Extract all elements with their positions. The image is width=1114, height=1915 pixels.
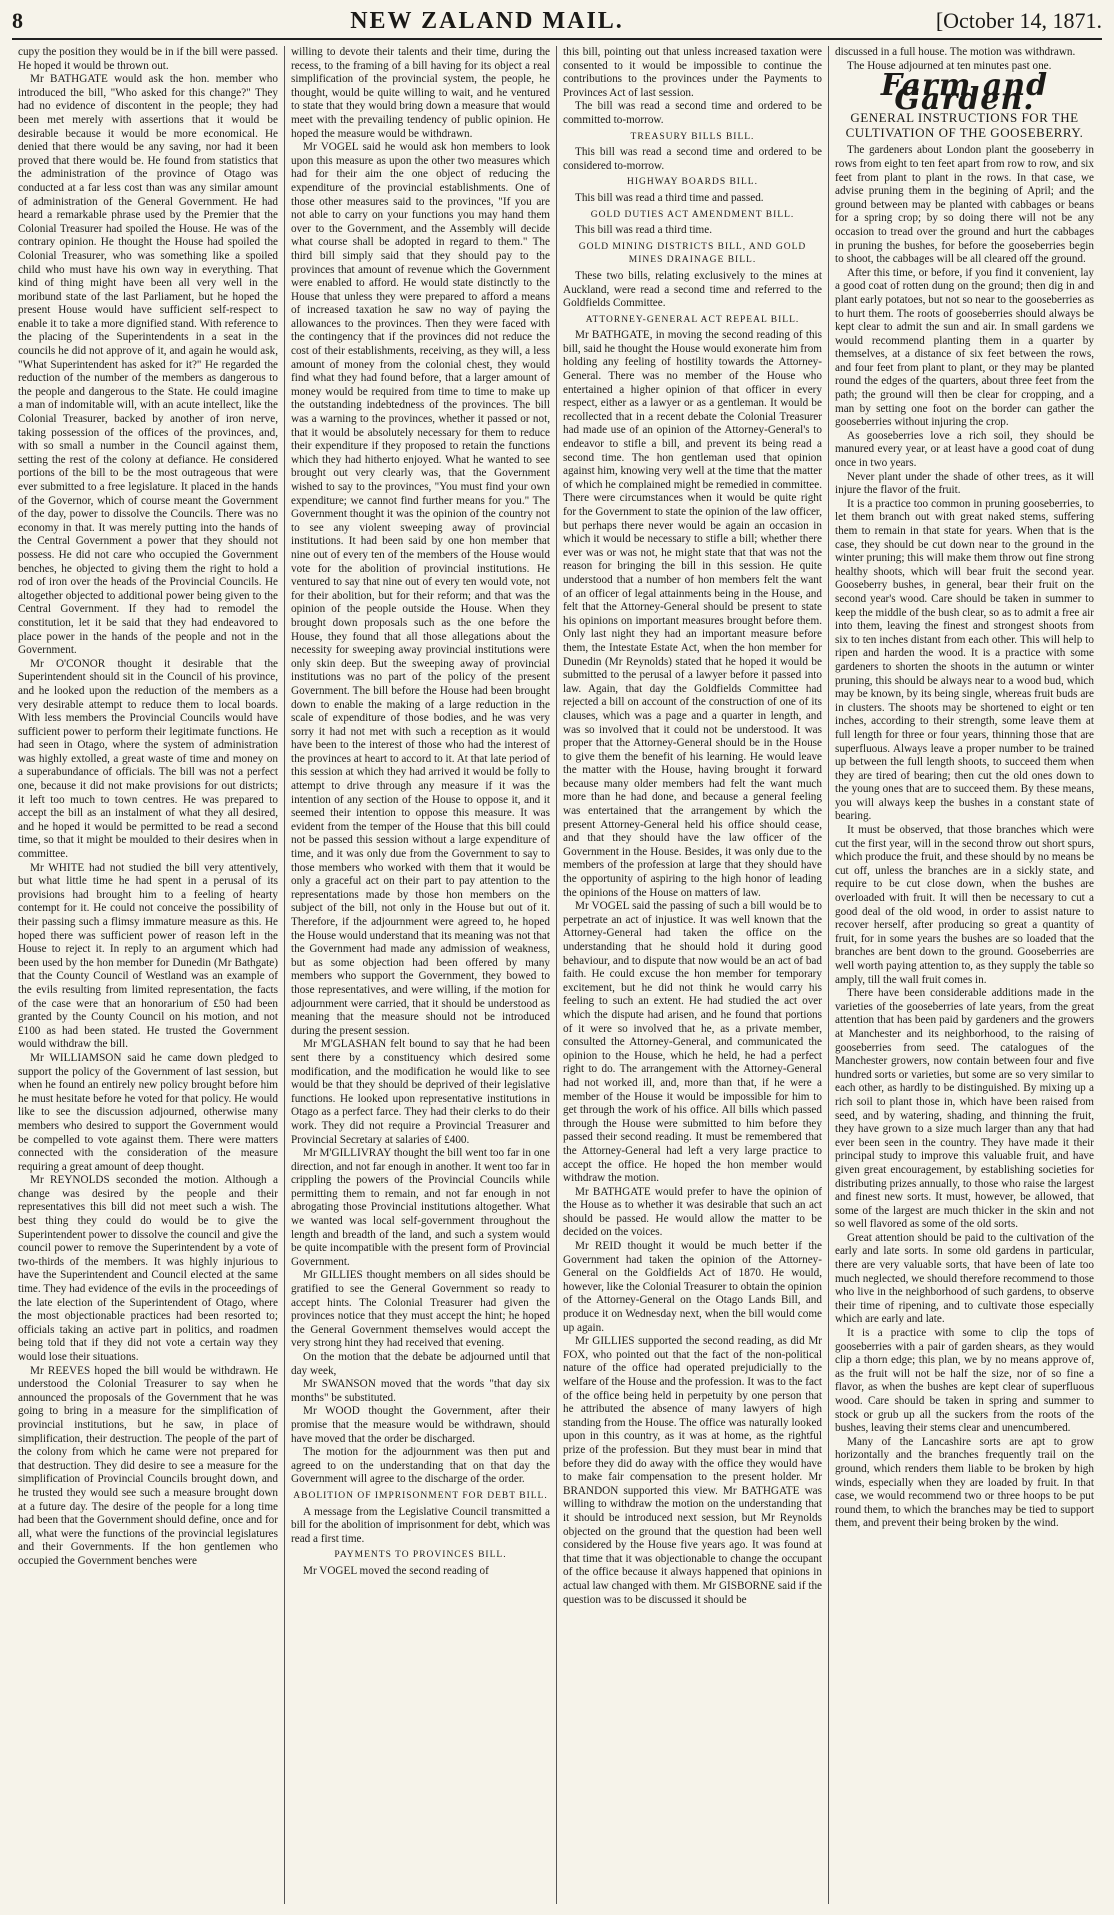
paragraph: Great attention should be paid to the cultivation of the early and late sorts. In some old gardens in particular, there are very valuable sorts, that have been of late too much neglected, we should therefore recommend to those who live in the neighborhood of such gardens, to observe their time of ripening, and to cultivate those especially which are early and late. bbox=[835, 1231, 1094, 1326]
paragraph: Mr WILLIAMSON said he came down pledged to support the policy of the Government of last session, but when he found an entirely new policy brought before him he must hesitate before he voted for that policy. He would like to see the discussion adjourned, otherwise many members who desired to support the Government would be compelled to vote against them. There were matters connected with the consideration of the measure requiring a great amount of deep thought. bbox=[18, 1051, 278, 1173]
section-heading: TREASURY BILLS BILL. bbox=[630, 131, 755, 142]
paragraph: Mr REYNOLDS seconded the motion. Although a change was desired by the people and their representatives this bill did not meet such a wish. The best thing they could do would be to give the Superintendent power to dissolve the council and give the council power to remove the Superintendent by a vote of two-thirds of the members. It was highly injurious to have the Superintendent and Council elected at the same time. They had evidence of the evils in the proceedings of the late election of the Superintendent of Otago, where the most objectionable practices had been resorted to; officials taking an active part in politics, and roadmen being told that if they did not vote a certain way they would lose their situations. bbox=[18, 1174, 278, 1363]
paragraph: willing to devote their talents and their time, during the recess, to the framing of a bill having for its object a real simplification of the provincial system, the people, he thought, would be quite willing to wait, and he ventured to state that they would bring down a measure that would meet with the prevailing tendency of public opinion. He hoped the measure would be withdrawn. bbox=[291, 46, 550, 140]
issue-date: [October 14, 1871. bbox=[935, 8, 1102, 33]
newspaper-title: NEW ZALAND MAIL. bbox=[350, 8, 624, 34]
paragraph: After this time, or before, if you find it convenient, lay a good coat of rotten dung on the ground; then dig in and plant early potatoes, but not so near to the gooseberries as to hurt them. The roots of gooseberries should always be kept clear to admit the sun and air. In small gardens we would recommend planting them in a quarter by themselves, at a distance of six feet between the rows, and four feet from plant to plant, or they may be planted round the edges of the quarters, about three feet from the path; the ground will then be clear for cropping, and a man by setting one foot on the border can gather the gooseberries without injuring the crop. bbox=[835, 266, 1094, 429]
paragraph: this bill, pointing out that unless increased taxation were consented to it would be impossible to continue the contributions to the provinces under the Payments to Provinces Act of last session. bbox=[563, 46, 822, 99]
paragraph: The motion for the adjournment was then put and agreed to on the understanding that on that day the Government will agree to the discharge of the order. bbox=[291, 1446, 550, 1486]
paragraph: Mr REID thought it would be much better if the Government had taken the opinion of the Attorney-General on the Goldfields Act of 1870. He would, however, like the Colonial Treasurer to obtain the opinion of the Attorney-General on the Otago Lands Bill, and produce it on Wednesday next, when the bill would come up again. bbox=[563, 1240, 822, 1334]
column-1 bbox=[12, 46, 284, 1904]
paragraph: Mr SWANSON moved that the words "that day six months" be substituted. bbox=[291, 1378, 550, 1404]
page-number: 8 bbox=[12, 8, 23, 33]
paragraph: It is a practice too common in pruning gooseberries, to let them branch out with great naked stems, suffering them to remain in that state for years. When that is the case, they should be cut down near to the ground in the winter pruning; this will make them throw out fine strong healthy shoots, which will bear fruit the second year. Gooseberry bushes, in general, bear their fruit on the second year's wood. Care should be taken in summer to keep the middle of the bush clear, so as to admit a free air into them, leaving the finest and strongest shoots from six to ten inches distant from each other. This will help to ripen and harden the wood. It is a practice with some gardeners to shorten the shoots in the autumn or winter pruning, this should be always near to a wood bud, which may be known, by its being single, whereas fruit buds are in clusters. The shoots may be shortened to eight or ten inches, according to their strength, some leave them at full length for three or four years, thinning those that are superfluous. Always leave a proper number to be trained up between the full length shoots, to succeed them when they are tired of bearing; then cut the old ones down to the young ones that are to succeed them. By these means, you will always keep the bushes in a constant state of bearing. bbox=[835, 497, 1094, 823]
paragraph: Mr BATHGATE, in moving the second reading of this bill, said he thought the House would exonerate him from holding any feeling of hostility towards the Attorney-General. There was no member of the House who entertained a higher opinion of that officer in every respect, either as a lawyer or as a gentleman. It would be recollected that in a recent debate the Colonial Treasurer had made use of an opinion of the Attorney-General's to endeavor to stifle a bill, and prevent its being read a second time. The hon gentleman used that opinion against him, knowing very well at the time that the matter of which he complained might be remedied in committee. There were circumstances when it would be quite right for the Government to state the opinion of the law officer, but perhaps there never would be again an occasion in which it would be necessary to stifle a bill; whether there ever was or was not, he might state that that was not the reason for bringing the bill in this session. He quite understood that a number of hon members felt the want of an officer of legal attainments being in the House, and felt that the Attorney-General should be present to state his opinions on important measures brought before them. Only last night they had an important measure before them, the Intestate Estate Act, when the hon member for Dunedin (Mr Reynolds) stated that he hoped it would be submitted to the perusal of a lawyer before it passed into law. Again, that day the Goldfields Committee had rejected a bill on account of the construction of one of its clauses, which was a page and a quarter in length, and was so involved that it could not be understood. It was proper that the Attorney-General should be in the House to give them the benefit of his learning. He would leave the matter with the House, having brought it forward because many older members had felt the want much more than he had done, and because a general feeling was entertained that the arrangement by which the present Attorney-General held his office should cease, and that they should have the law officer of the Government in the House. Besides, it was only due to the members of the profession at large that they should have the opportunity of aspiring to the high honor of leading the opinions of the House on matters of law. bbox=[563, 329, 822, 899]
section-heading: ATTORNEY-GENERAL ACT REPEAL BILL. bbox=[585, 314, 800, 325]
paragraph: It is a practice with some to clip the tops of gooseberries with a pair of garden shears, as they would clip a thorn edge; this plan, we by no means approve of, as the fruit will not be half the size, nor of so fine a flavor, as when the bushes are kept clear of superfluous wood. Care should be taken in spring and summer to stock or grub up all the suckers from the roots of the bushes, leaving their stems clear and unencumbered. bbox=[835, 1327, 1094, 1435]
paragraph: A message from the Legislative Council transmitted a bill for the abolition of imprisonment for debt, which was read a first time. bbox=[291, 1505, 550, 1545]
paragraph: This bill was read a third time and passed. bbox=[575, 191, 764, 204]
column-4 bbox=[828, 46, 1100, 1904]
article-title: GENERAL INSTRUCTIONS FOR THE CULTIVATION OF THE GOOSEBERRY. bbox=[845, 110, 1084, 141]
paragraph: Mr VOGEL moved the second reading of bbox=[303, 1564, 489, 1577]
paragraph: Mr REEVES hoped the bill would be withdrawn. He understood the Colonial Treasurer to say when he announced the proposals of the Government that he was going to bring in a measure for the simplification of provincial institutions, but he saw, in place of simplification, their destruction. The people of the part of the colony from which he came were not prepared for that destruction. They did desire to see a measure for the simplification of Provincial Councils brought down, and he trusted they would see such a measure brought down at a future day. The desire of the people for a long time had been that the Government should define, once and for all, what were the functions of the provincial legislatures and their Governments. If the hon gentlemen who occupied the Government benches were bbox=[18, 1364, 278, 1567]
paragraph: The House adjourned at ten minutes past one. bbox=[847, 59, 1052, 72]
paragraph: discussed in a full house. The motion was withdrawn. bbox=[835, 46, 1076, 58]
paragraph: Mr GILLIES thought members on all sides should be gratified to see the General Government so ready to accept hints. The Colonial Treasurer had given the provinces notice that they must accept the hint; he hoped the General Government themselves would accept the very strong hint they had received that evening. bbox=[291, 1269, 550, 1350]
paragraph: It must be observed, that those branches which were cut the first year, will in the second throw out short spurs, which produce the fruit, and these should by no means be cut off, unless the branches are in a sickly state, and require to be cut close down, when the bushes are overloaded with fruit. It will then be necessary to cut a good deal of the old wood, in order to assist nature to recover herself, after producing so great a quantity of fruit, for in some years the bushes are so loaded that the branches are bent down to the ground. Gooseberries are well worth paying attention to, as they supply the table so amply, till the wall fruit comes in. bbox=[835, 824, 1094, 986]
column-3 bbox=[556, 46, 828, 1904]
paragraph: The bill was read a second time and ordered to be committed to-morrow. bbox=[563, 100, 822, 126]
paragraph: Many of the Lancashire sorts are apt to grow horizontally and the branches frequently trail on the ground, which renders them liable to be broken by high winds, especially when they are loaded by fruit. In that case, we would recommend two or three hoops to be put round them, to which the branches may be tied to support them, and prevent their being broken by the wind. bbox=[835, 1435, 1094, 1530]
paragraph: Mr WOOD thought the Government, after their promise that the measure would be withdrawn, should have moved that the order be discharged. bbox=[291, 1405, 550, 1445]
paragraph: There have been considerable additions made in the varieties of the gooseberries of late years, from the great attention that has been paid by gardeners and the growers at Manchester and its neighborhood, to the raising of gooseberries from seed. The catalogues of the Manchester growers, now contain between four and five hundred sorts or varieties, but some are so very similar to each other, as hardly to be distinguished. By mixing up a rich soil to plant those in, which have been raised from seed, and by watering, shading, and thinning the fruit, they have grown to a size much larger than any that had ever been seen in the country. They have made it their principal study to improve this valuable fruit, and have given great encouragement, by establishing societies for distributing prizes annually, to those who raise the largest and finest new sorts. It must, however, be allowed, that some of the largest are much thicker in the skin and not so well flavored as some of the old sorts. bbox=[835, 987, 1094, 1231]
section-title: Farm and Garden. bbox=[880, 68, 1049, 117]
section-heading: GOLD DUTIES ACT AMENDMENT BILL. bbox=[590, 209, 795, 220]
columns bbox=[12, 46, 1102, 1904]
paragraph: Mr VOGEL said the passing of such a bill would be to perpetrate an act of injustice. It was well known that the Attorney-General had taken the office on the understanding that he should hold it during good behaviour, and to dispute that now would be an act of bad faith. He could excuse the hon member for temporary excitement, but he did not think he would carry his feeling to such an extent. He had studied the act over which the dispute had arisen, and he found that portions of it were so involved that he, as a private member, consulted the Attorney-General, and communicated the opinion to the House, which he held, he had a perfect right to do. The arrangement with the Attorney-General had not worked ill, and, more than that, if he were a member of the House it would be impossible for him to get through the work of his office. All bills which passed through the House were submitted to him before they passed their second reading. It must be remembered that the Attorney-General had left a very large practice to accept the office. He hoped the hon member would withdraw the motion. bbox=[563, 900, 822, 1185]
paragraph: Mr M'GLASHAN felt bound to say that he had been sent there by a constituency which desired some modification, and the modification he would like to see would be that they should be deprived of their legislative functions. He looked upon representative institutions in Otago as a perfect farce. They had their clerks to do their work. They did not require a Provincial Treasurer and Provincial Secretary at salaries of £400. bbox=[291, 1038, 550, 1146]
section-heading: PAYMENTS TO PROVINCES BILL. bbox=[334, 1550, 507, 1561]
paragraph: As gooseberries love a rich soil, they should be manured every year, or at least have a good coat of dung once in two years. bbox=[835, 429, 1094, 470]
paragraph: Mr O'CONOR thought it desirable that the Superintendent should sit in the Council of his province, and he looked upon the reduction of the members as a very desirable attempt to reduce them to local boards. With less members the Provincial Councils would have sufficient power to perform their legitimate functions. He had seen in Otago, where the system of administration was highly extolled, a great waste of time and money on a superabundance of officials. The bill was not a perfect one, because it did not make provisions for out districts; it left too much to town centres. He was prepared to accept the bill as an instalment of what they all desired, and he hoped it would be permitted to be read a second time, so that it might be moulded to their desires when in committee. bbox=[18, 657, 278, 861]
paragraph: The gardeners about London plant the gooseberry in rows from eight to ten feet apart from row to row, and six feet from plant to plant in the rows. In that case, we advise pruning them in the begining of April; and the ground between may be planted with cabbages or beans for a spring crop; by so doing there will not be any occasion to tread over the ground and hurt the cabbages in pruning the bushes, for before the gooseberries begin to shoot, the cabbages will be all cleared off the ground. bbox=[835, 144, 1094, 266]
paragraph: On the motion that the debate be adjourned until that day week, bbox=[291, 1351, 550, 1377]
paragraph: Never plant under the shade of other trees, as it will injure the flavor of the fruit. bbox=[835, 470, 1094, 497]
paragraph: Mr GILLIES supported the second reading, as did Mr FOX, who pointed out that the fact of the non-political nature of the office had operated prejudicially to the welfare of the House and the profession. It was to the fact of the office being held in perpetuity by one person that he attributed the absence of many lawyers of high standing from the House. The office was naturally looked upon in this country, as it was at home, as the rightful prize of the profession. But they must bear in mind that before they did do away with the office they would have to make fair compensation to the present holder. Mr BRANDON supported this view. Mr BATHGATE was willing to withdraw the motion on the understanding that it should be introduced next session, but Mr Reynolds objected on the ground that the question had been well considered by the House five years ago. It was found at that time that it was objectionable to change the occupant of the office because it always happened that opinions in actual law changed with them. Mr GISBORNE said if the question was to be discussed it should be bbox=[563, 1335, 822, 1606]
masthead bbox=[12, 8, 1102, 40]
paragraph: cupy the position they would be in if the bill were passed. He hoped it would be thrown out. bbox=[18, 46, 278, 72]
paragraph: Mr WHITE had not studied the bill very attentively, but what little time he had spent in a perusal of its provisions had brought him to a feeling of hearty contempt for it. He could not conceive the possibility of their passing such a flimsy immature measure as this. He hoped there was sufficient power of reason left in the House to reject it. In reply to an argument which had been used by the hon member for Dunedin (Mr Bathgate) that the County Council of Westland was an example of the evils resulting from limited representation, the facts of the case were that an honorarium of £50 had been granted by the County Council on his motion, and not £100 as had been stated. He trusted the Government would withdraw the bill. bbox=[18, 861, 278, 1051]
section-heading: ABOLITION OF IMPRISONMENT FOR DEBT BILL. bbox=[293, 1490, 548, 1501]
paragraph: This bill was read a second time and ordered to be considered to-morrow. bbox=[563, 146, 822, 172]
paragraph: Mr BATHGATE would prefer to have the opinion of the House as to whether it was desirable that such an act should be passed. He would allow the matter to be decided on the voices. bbox=[563, 1185, 822, 1239]
column-2 bbox=[284, 46, 556, 1904]
paragraph: This bill was read a third time. bbox=[575, 224, 713, 237]
section-heading: GOLD MINING DISTRICTS BILL, AND GOLD MINES DRAINAGE BILL. bbox=[578, 241, 807, 266]
paragraph: Mr M'GILLIVRAY thought the bill went too far in one direction, and not far enough in another. It went too far in crippling the powers of the Provincial Councils while permitting them to remain, and not far enough in not abrogating those Provincial institutions altogether. What we wanted was local self-government throughout the length and breadth of the land, and such a system would be quite incompatible with the present form of Provincial Government. bbox=[291, 1147, 550, 1268]
paragraph: Mr BATHGATE would ask the hon. member who introduced the bill, "Who asked for this change?" They had no evidence of discontent in the people; they had been met merely with assertions that it would be desirable because it would be more economical. He denied that there would be any saving, nor had it been proved that there would be. He found from statistics that the administration of the province of Otago was conducted at a far less cost than was any similar amount of administration of the General Government. He had heard a remarkable phrase used by the Premier that the Colonial Treasurer had spoiled the House. He was of the contrary opinion. He thought the House had spoiled the Colonial Treasurer, who was something like a spoiled child who must have his own way in everything. That kind of thing might have been all very well in the moribund state of the last Parliament, but he hoped the present House would have sufficient self-respect to enable it to take a more dignified stand. With reference to the placing of the Superintendents in a seat in the councils he did not approve of it, and again he would ask, "What Superintendent has asked for it?" He regarded the reduction of the number of the members as dangerous to the people and dangerous to the State. He could imagine a man of indomitable will, with an acute intellect, like the Colonial Treasurer, backed by another of iron nerve, taking possession of the offices of the provinces, and, with so small a number in the Council against them, setting the rest of the colony at defiance. He considered portions of the bill to be the most outrageous that were ever submitted to a free legislature. It placed in the hands of the Governor, which of course meant the Government of the day, power to dissolve the Councils. There was no economy in that. It was merely putting into the hands of the Central Government a power that they should not possess. He did not care who occupied the Government benches, he objected to giving them the right to hold a rod of iron over the heads of the Provincial Councils. He altogether objected to additional power being given to the Central Government. If they had to remodel the constitution, let it be said that they had endeavored to place power in the hands of the people and not in the Government. bbox=[18, 73, 278, 657]
section-heading: HIGHWAY BOARDS BILL. bbox=[627, 177, 758, 188]
paragraph: Mr VOGEL said he would ask hon members to look upon this measure as upon the other two measures which had for their aim the one object of reducing the expenditure of the provincial establishments. One of those other measures said to the provinces, "If you are not able to carry on your functions you may hand them over to the Government, and the Assembly will decide what course shall be adopted in regard to them." The third bill simply said that they should pay to the provinces that amount of revenue which the Government were enabled to afford. He would state distinctly to the House that unless they were prepared to afford a means of increased taxation he saw no way of paying the allowances to the provinces. Then they were faced with the contingency that if the provinces did not reduce the cost of their establishments, receiving, as they will, a less amount of money from the colonial chest, they would find what they had found before, that a larger amount of money would be required from time to time to make up the outstanding indebtedness of the provinces. The bill was a warning to the provinces, whether it passed or not, that it would be absolutely necessary for them to reduce their expenditure if they proposed to retain the functions which they had hitherto enjoyed. What he wanted to see brought out very clearly was, that the Government wished to say to the provinces, "You must find your own expenditure; we cannot find further means for you." The Government thought it was the opinion of the country not to see any violent sweeping away of provincial institutions. It had been said by one hon member that nine out of every ten of the members of the House would vote for the abolition of provincial institutions. He ventured to say that nine out of every ten would vote, not for their abolition, but for their reform; and that was the opinion of the people outside the House. When they brought down proposals such as the one before the House, they found that all those allegations about the necessity for sweeping away provincial institutions were only skin deep. But the sweeping away of provincial institutions was no part of the policy of the present Government. The bill before the House had been brought down to enable the making of a large reduction in the scale of expenditure of those bodies, and he was very sorry it had not met with such a reception as it would have been to the interest of those who had the interest of the provinces at heart to accord to it. At that late period of this session at which they had arrived it would be folly to attempt to drive through any measure if it was the intention of any section of the House to oppose it, and it seemed their intention to oppose this measure. It was evident from the temper of the House that this bill could not be passed this session without a large expenditure of time, and it was only due from the Government to say to those members who worked with them that it would be only a graceful act on their part to pay attention to the representations made by those hon members on the subject of the bill, not only in the House but out of it. Therefore, if the adjournment were agreed to, he hoped the House would understand that its meaning was not that the Government had made any admission of weakness, but as some objection had been offered by many members who support the Government, they bowed to those representatives, and were willing, if the motion for adjournment were carried, that it should be understood as meaning that the measure should not be introduced during the present session. bbox=[291, 141, 550, 1037]
paragraph: These two bills, relating exclusively to the mines at Auckland, were read a second time and referred to the Goldfields Committee. bbox=[563, 269, 822, 310]
